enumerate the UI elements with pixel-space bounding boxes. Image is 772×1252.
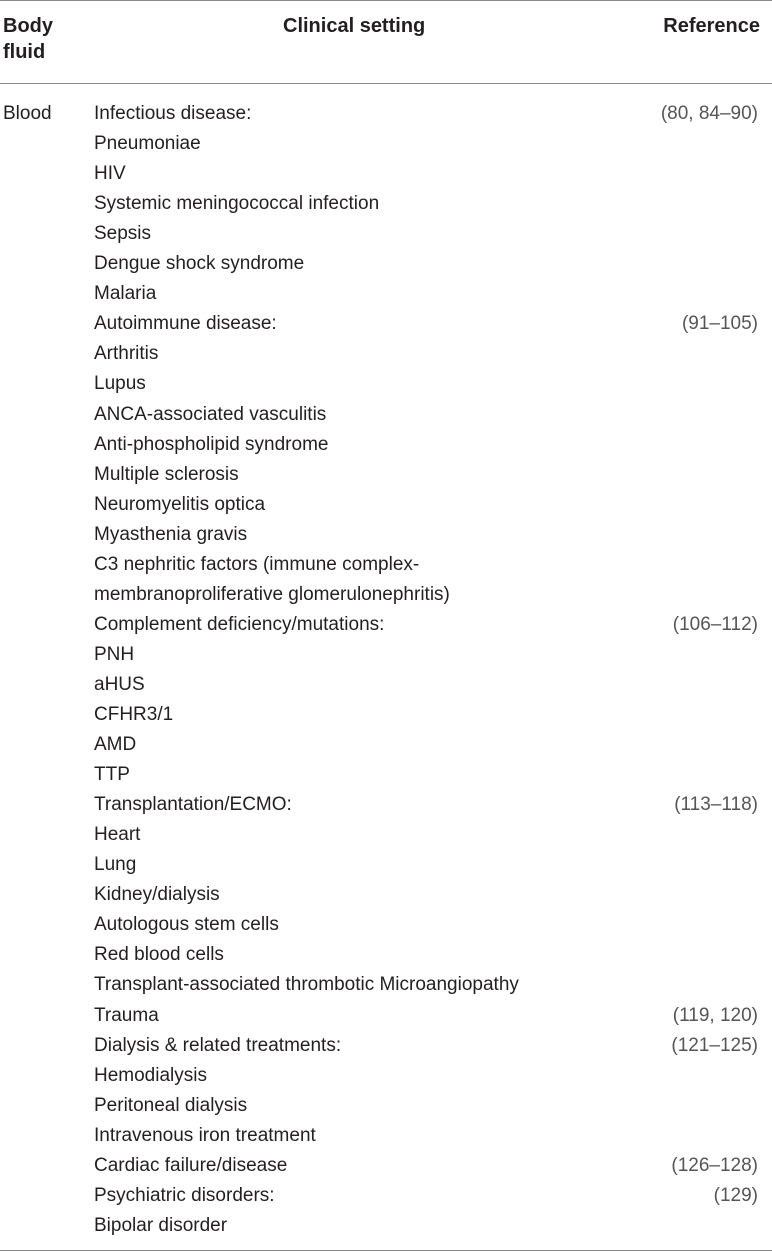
header-body-fluid xyxy=(3,13,53,65)
top-rule xyxy=(0,0,772,1)
table-row xyxy=(0,1091,772,1121)
clinical-setting-cell: Neuromyelitis optica xyxy=(94,493,266,515)
reference-cell: (113–118) xyxy=(674,794,758,816)
header-clinical-setting: Clinical setting xyxy=(283,15,426,37)
table-row xyxy=(0,1001,772,1031)
reference-cell: (119, 120) xyxy=(672,1004,758,1026)
clinical-setting-cell: Lung xyxy=(94,854,137,876)
table-row xyxy=(0,99,772,129)
clinical-setting-cell: Bipolar disorder xyxy=(94,1214,228,1236)
table-row xyxy=(0,640,772,670)
table-row xyxy=(0,880,772,910)
clinical-setting-cell: PNH xyxy=(94,643,135,665)
table-row xyxy=(0,580,772,610)
clinical-setting-cell: Lupus xyxy=(94,373,146,395)
table-row xyxy=(0,1181,772,1211)
clinical-setting-cell: TTP xyxy=(94,764,130,786)
table-row xyxy=(0,940,772,970)
reference-cell: (106–112) xyxy=(672,613,758,635)
clinical-setting-cell: HIV xyxy=(94,163,126,185)
table-row xyxy=(0,790,772,820)
table-row xyxy=(0,279,772,309)
clinical-setting-cell: Systemic meningococcal infection xyxy=(94,193,380,215)
clinical-setting-cell: Peritoneal dialysis xyxy=(94,1094,248,1116)
clinical-setting-cell: Myasthenia gravis xyxy=(94,523,248,545)
table-row xyxy=(0,400,772,430)
table-row xyxy=(0,460,772,490)
header-rule xyxy=(0,83,772,84)
clinical-setting-cell: Red blood cells xyxy=(94,944,224,966)
table-row xyxy=(0,309,772,339)
clinical-setting-cell: membranoproliferative glomerulonephritis) xyxy=(94,583,450,605)
table-row xyxy=(0,1061,772,1091)
table-row xyxy=(0,339,772,369)
header-body-fluid-line1: Body xyxy=(3,15,53,37)
clinical-setting-cell: Psychiatric disorders: xyxy=(94,1184,275,1206)
table-row xyxy=(0,249,772,279)
table-row xyxy=(0,1121,772,1151)
clinical-setting-cell: Transplantation/ECMO: xyxy=(94,794,292,816)
table-row xyxy=(0,159,772,189)
table-row xyxy=(0,490,772,520)
clinical-setting-cell: Multiple sclerosis xyxy=(94,463,239,485)
clinical-setting-cell: Anti-phospholipid syndrome xyxy=(94,433,329,455)
body-fluid-cell: Blood xyxy=(3,103,52,124)
table-row xyxy=(0,760,772,790)
table-row xyxy=(0,129,772,159)
table-row xyxy=(0,850,772,880)
table-row xyxy=(0,369,772,399)
table-row xyxy=(0,820,772,850)
clinical-setting-cell: CFHR3/1 xyxy=(94,704,174,725)
clinical-setting-cell: Sepsis xyxy=(94,223,152,245)
table-row xyxy=(0,189,772,219)
reference-cell: (80, 84–90) xyxy=(660,103,758,124)
table-row xyxy=(0,550,772,580)
clinical-setting-cell: Dialysis & related treatments: xyxy=(94,1034,342,1056)
clinical-setting-cell: Dengue shock syndrome xyxy=(94,253,305,275)
header-body-fluid-line2: fluid xyxy=(3,41,46,63)
clinical-setting-cell: Arthritis xyxy=(94,343,159,365)
table-row xyxy=(0,970,772,1000)
clinical-setting-cell: AMD xyxy=(94,734,137,756)
clinical-setting-cell: Transplant-associated thrombotic Microangiopathy xyxy=(94,974,519,996)
clinical-setting-cell: Cardiac failure/disease xyxy=(94,1154,288,1176)
table-row xyxy=(0,1031,772,1061)
clinical-setting-cell: Kidney/dialysis xyxy=(94,884,220,906)
bottom-rule xyxy=(0,1250,772,1251)
clinical-setting-cell: ANCA-associated vasculitis xyxy=(94,403,327,425)
table-row xyxy=(0,910,772,940)
clinical-setting-cell: Autologous stem cells xyxy=(94,914,279,936)
clinical-setting-cell: aHUS xyxy=(94,673,145,695)
clinical-setting-cell: Malaria xyxy=(94,283,157,305)
clinical-setting-cell: Intravenous iron treatment xyxy=(94,1124,316,1146)
table-row xyxy=(0,1151,772,1181)
clinical-setting-cell: Heart xyxy=(94,824,141,846)
reference-cell: (121–125) xyxy=(671,1034,758,1056)
table-row xyxy=(0,670,772,700)
clinical-setting-cell: Hemodialysis xyxy=(94,1064,207,1086)
clinical-setting-cell: Infectious disease: xyxy=(94,103,252,124)
table-row xyxy=(0,219,772,249)
clinical-setting-cell: Complement deficiency/mutations: xyxy=(94,613,385,635)
table-row xyxy=(0,520,772,550)
reference-cell: (91–105) xyxy=(681,313,758,335)
reference-cell: (129) xyxy=(713,1184,758,1206)
table-row xyxy=(0,700,772,730)
header-reference: Reference xyxy=(663,15,760,37)
table-row xyxy=(0,730,772,760)
clinical-setting-cell: Trauma xyxy=(94,1004,159,1026)
table-row xyxy=(0,430,772,460)
clinical-setting-cell: Autoimmune disease: xyxy=(94,313,277,335)
reference-cell: (126–128) xyxy=(671,1154,758,1176)
clinical-setting-cell: C3 nephritic factors (immune complex- xyxy=(94,553,420,575)
table-row xyxy=(0,610,772,640)
table-row xyxy=(0,1211,772,1241)
clinical-setting-cell: Pneumoniae xyxy=(94,133,201,155)
